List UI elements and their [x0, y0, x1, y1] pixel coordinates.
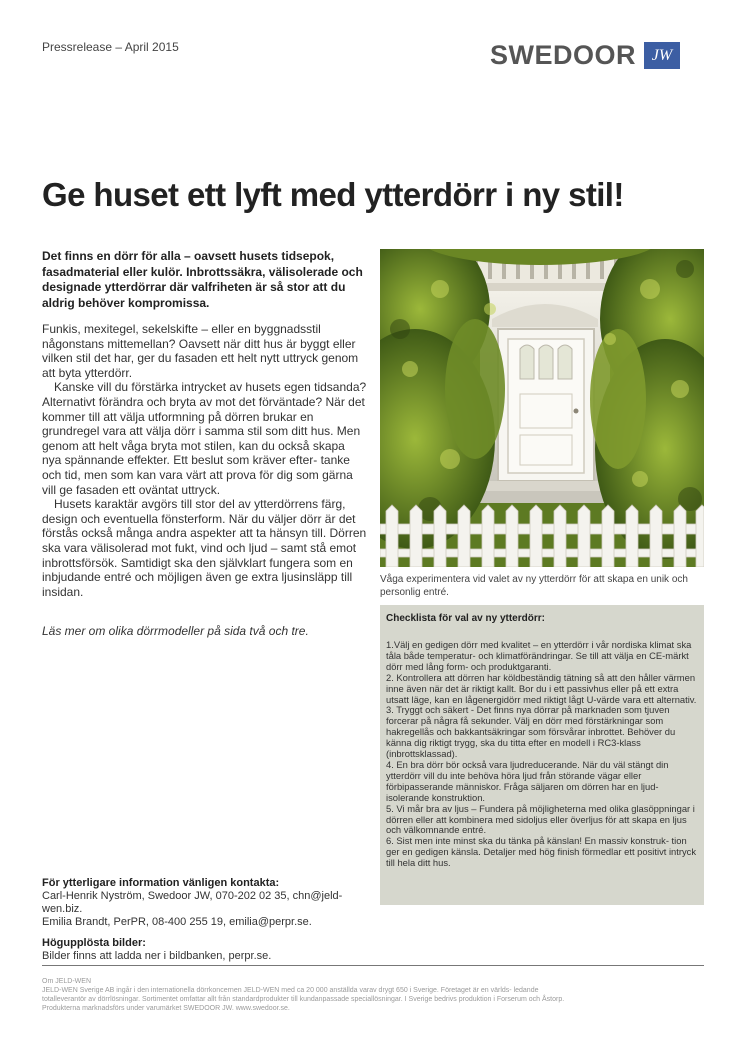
- checklist-item: 1.Välj en gedigen dörr med kvalitet – en ytterdörr i vår nordiska klimat ska tåla både temperatur- och klimatförändringar. Se till att välja en CE-märkt dörr med lång form- och produktgaranti.: [386, 639, 692, 672]
- footer: [42, 977, 572, 1013]
- checklist-items: [386, 640, 698, 869]
- contact-line: Emilia Brandt, PerPR, 08-400 255 19, emilia@perpr.se.: [42, 916, 312, 928]
- body-paragraph: Funkis, mexitegel, sekelskifte – eller en byggnadsstil någonstans mittemellan? Oavsett när ditt hus är byggt eller vilken stil det har, ger du fasaden ett helt nytt uttryck genom att byta ytterdörr.: [42, 322, 359, 380]
- checklist-item: 3. Tryggt och säkert - Det finns nya dörrar på marknaden som tjuven forcerar på några få sekunder. Välj en dörr med förstärkningar som hakregellås och bakkantsäkringar som försvårar inbrottet. Behöver du känna dig riktigt trygg, ska du titta efter en modell i RC3-klass (inbrottsklassad).: [386, 704, 676, 760]
- body-paragraph: Kanske vill du förstärka intrycket av husets egen tidsanda? Alternativt förändra och bryta av mot det förväntade? När det kommer till att välja utformning på dörren brukar en grundregel vara att välja dörr i samma stil som ditt hus. Men genom att helt våga bryta mot stilen, kan du också skapa nya spännande effekter. Ett beslut som kräver efter- tanke och tid, men som kan vara värt att prova för dig som gärna vill ge fasaden ett oväntat uttryck.: [42, 380, 367, 497]
- images-heading: Högupplösta bilder:: [42, 937, 146, 949]
- brand-name: SWEDOOR: [490, 40, 637, 70]
- body-paragraph: Husets karaktär avgörs till stor del av ytterdörrens färg, design och eventuella fönsterform. När du väljer dörr är det förstås också många andra aspekter att ta hänsyn till. Dörren ska vara välisolerad mot fukt, vind och ljud – samt stå emot inbrottsförsök. Samtidigt ska den självklart fungera som en inbjudande entré och möjligen även ge extra ljusinsläpp till insidan.: [42, 497, 367, 599]
- press-release-date: Pressrelease – April 2015: [42, 40, 179, 54]
- photo-caption: Våga experimentera vid valet av ny ytterdörr för att skapa en unik och personlig entré.: [380, 574, 688, 598]
- swedoor-logo: [490, 40, 680, 71]
- images-text: Bilder finns att ladda ner i bildbanken, perpr.se.: [42, 950, 272, 962]
- checklist-item: 6. Sist men inte minst ska du tänka på känslan! En massiv konstruk- tion ger en gedigen känsla. Detaljer med hög finish förmedlar ett positivt intryck till hela ditt hus.: [386, 835, 697, 869]
- checklist-item: 2. Kontrollera att dörren har köldbeständig tätning så att den håller värmen inne även när det är riktigt kallt. Bor du i ett passivhus eller på ett extra utsatt läge, kan en lågenergidörr med riktigt lågt U-värde vara ett alternativ.: [386, 671, 697, 705]
- read-more-note: Läs mer om olika dörrmodeller på sida två och tre.: [42, 624, 309, 638]
- contact-section: [42, 877, 367, 963]
- contact-line: Carl-Henrik Nyström, Swedoor JW, 070-202 02 35, chn@jeld-wen.biz.: [42, 890, 343, 915]
- checklist-box: [380, 605, 704, 905]
- lead-paragraph: Det finns en dörr för alla – oavsett husets tidsepok, fasadmaterial eller kulör. Inbrottssäkra, välisolerade och designade ytterdörrar där valfriheten är så stor att du aldrig behöver kompromissa.: [42, 249, 363, 310]
- checklist-item: 5. Vi mår bra av ljus – Fundera på möjligheterna med olika glasöppningar i dörren eller att kombinera med sidoljus eller överljus för att skapa en ljus och välkomnande entré.: [386, 802, 695, 836]
- page-title: Ge huset ett lyft med ytterdörr i ny stil!: [42, 176, 624, 213]
- jw-badge: JW: [644, 42, 680, 69]
- checklist-item: 4. En bra dörr bör också vara ljudreducerande. När du väl stängt din ytterdörr vill du inte behöva höra ljud från störande vägar eller förbipasserande människor. Fråga säljaren om dörren har en ljud- isolerande konstruktion.: [386, 758, 669, 803]
- contact-heading: För ytterligare information vänligen kontakta:: [42, 877, 280, 889]
- door-photo-illustration: [380, 249, 704, 567]
- body-text: [42, 322, 367, 599]
- footer-divider: [42, 965, 704, 966]
- footer-text: JELD-WEN Sverige AB ingår i den internationella dörrkoncernen JELD-WEN med ca 20 000 anställda varav drygt 650 i Sverige. Företaget är en världs- ledande totalleverantör av dörrlösningar. Sortimentet omfattar allt från standardprodukter till kundanpassade speciallösningar. I Sverige bedrivs produktion i Forserum och Åstorp. Produkterna marknadsförs under varumärket SWEDOOR JW. www.swedoor.se.: [42, 987, 565, 1012]
- footer-heading: Om JELD-WEN: [42, 978, 91, 985]
- door-photo: [380, 249, 704, 567]
- checklist-heading: Checklista för val av ny ytterdörr:: [386, 613, 545, 624]
